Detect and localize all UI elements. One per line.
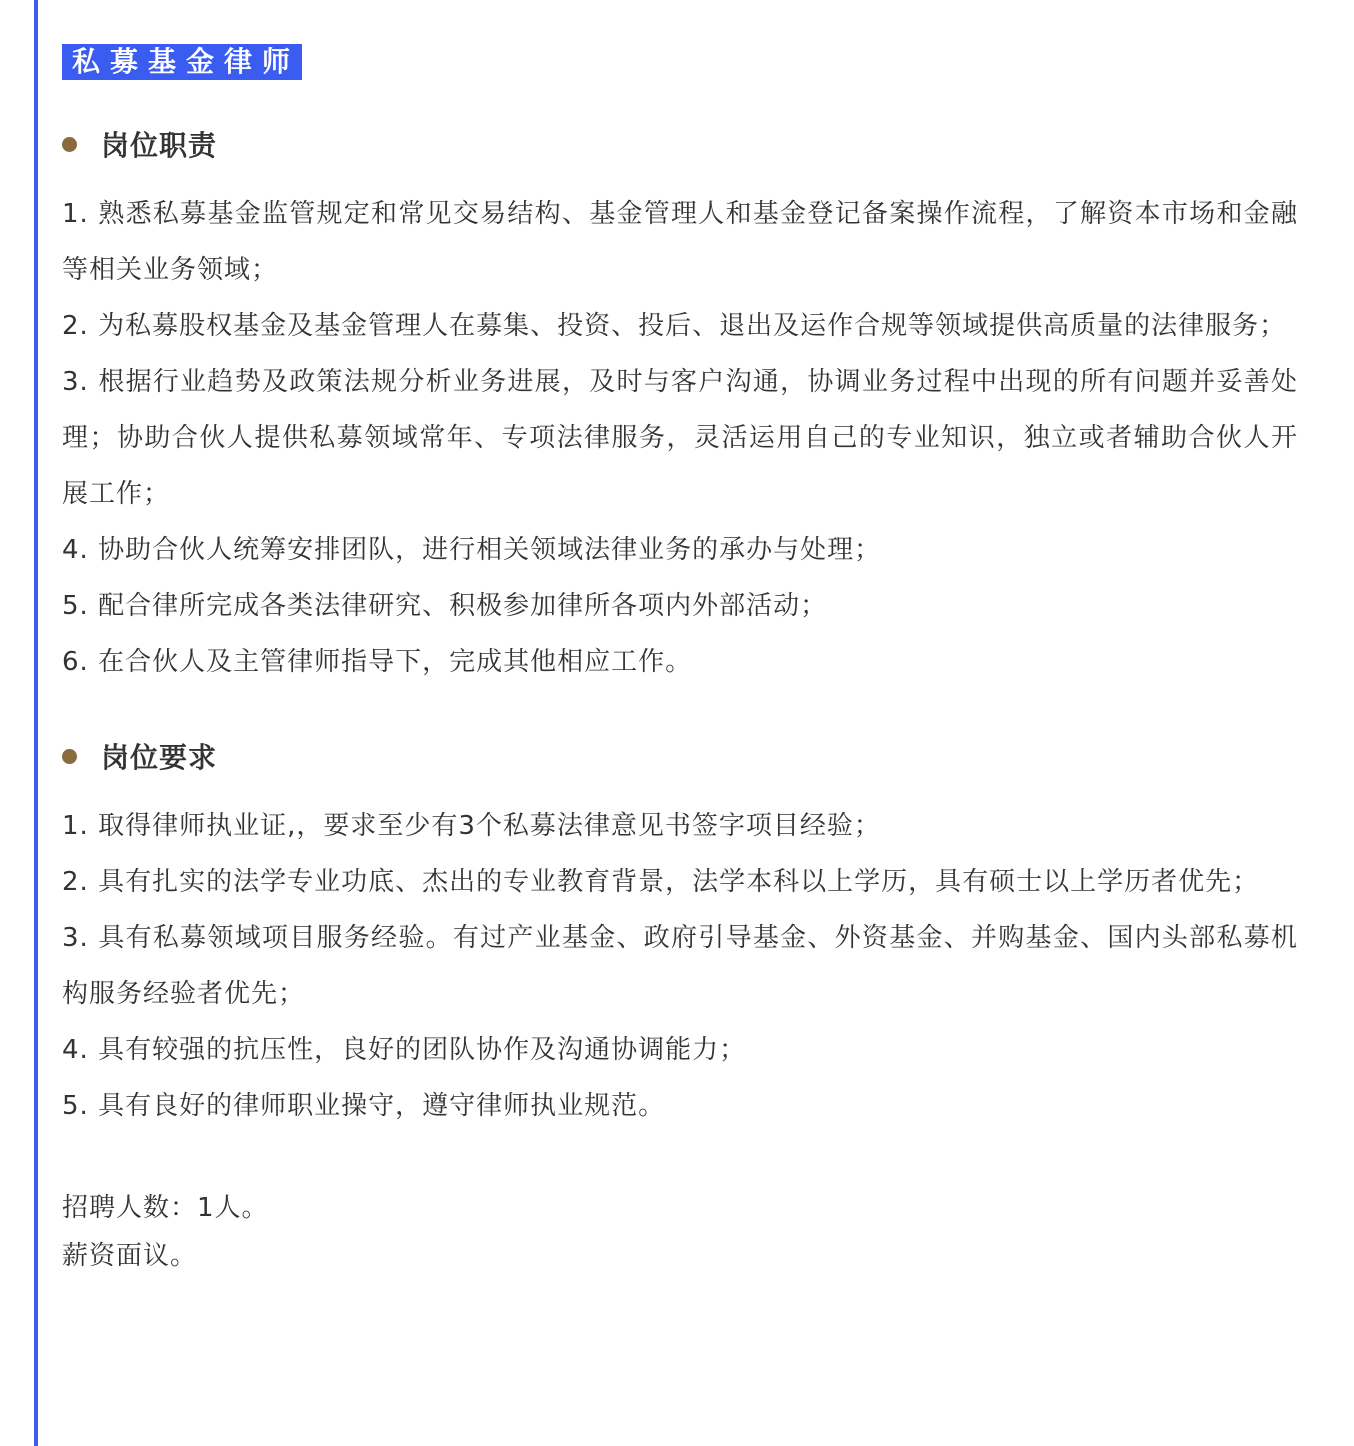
- list-item: 3. 具有私募领域项目服务经验。有过产业基金、政府引导基金、外资基金、并购基金、国内头部私募机构服务经验者优先；: [62, 923, 1298, 1009]
- list-item: 2. 为私募股权基金及基金管理人在募集、投资、投后、退出及运作合规等领域提供高质量的法律服务；: [62, 311, 1287, 341]
- list-item: 5. 具有良好的律师职业操守，遵守律师执业规范。: [62, 1091, 666, 1121]
- job-title-tag: 私募基金律师: [62, 44, 302, 80]
- requirements-list: [62, 798, 1298, 1134]
- salary-text: 薪资面议。: [62, 1241, 198, 1271]
- bullet-dot-icon: [62, 749, 77, 764]
- list-item: 1. 取得律师执业证,，要求至少有3个私募法律意见书签字项目经验；: [62, 811, 881, 841]
- section-heading-requirements: [62, 736, 1298, 776]
- bullet-dot-icon: [62, 137, 77, 152]
- section-title: 岗位职责: [101, 129, 218, 162]
- headcount-text: 招聘人数：1人。: [62, 1193, 269, 1223]
- list-item: 4. 具有较强的抗压性，良好的团队协作及沟通协调能力；: [62, 1035, 747, 1065]
- job-posting: [62, 44, 1298, 1280]
- duties-list: [62, 186, 1298, 690]
- list-item: 2. 具有扎实的法学专业功底、杰出的专业教育背景，法学本科以上学历，具有硕士以上学历者优先；: [62, 867, 1260, 897]
- list-item: 1. 熟悉私募基金监管规定和常见交易结构、基金管理人和基金登记备案操作流程，了解资本市场和金融等相关业务领域；: [62, 199, 1298, 285]
- section-heading-duties: [62, 124, 1298, 164]
- list-item: 5. 配合律所完成各类法律研究、积极参加律所各项内外部活动；: [62, 591, 828, 621]
- list-item: 4. 协助合伙人统筹安排团队，进行相关领域法律业务的承办与处理；: [62, 535, 882, 565]
- list-item: 3. 根据行业趋势及政策法规分析业务进展，及时与客户沟通，协调业务过程中出现的所有问题并妥善处理；协助合伙人提供私募领域常年、专项法律服务，灵活运用自己的专业知识，独立或者辅助合伙人开展工作；: [62, 367, 1298, 509]
- footer-info: [62, 1184, 1298, 1280]
- list-item: 6. 在合伙人及主管律师指导下，完成其他相应工作。: [62, 647, 693, 677]
- section-title: 岗位要求: [101, 741, 218, 774]
- left-accent-bar: [34, 0, 38, 1446]
